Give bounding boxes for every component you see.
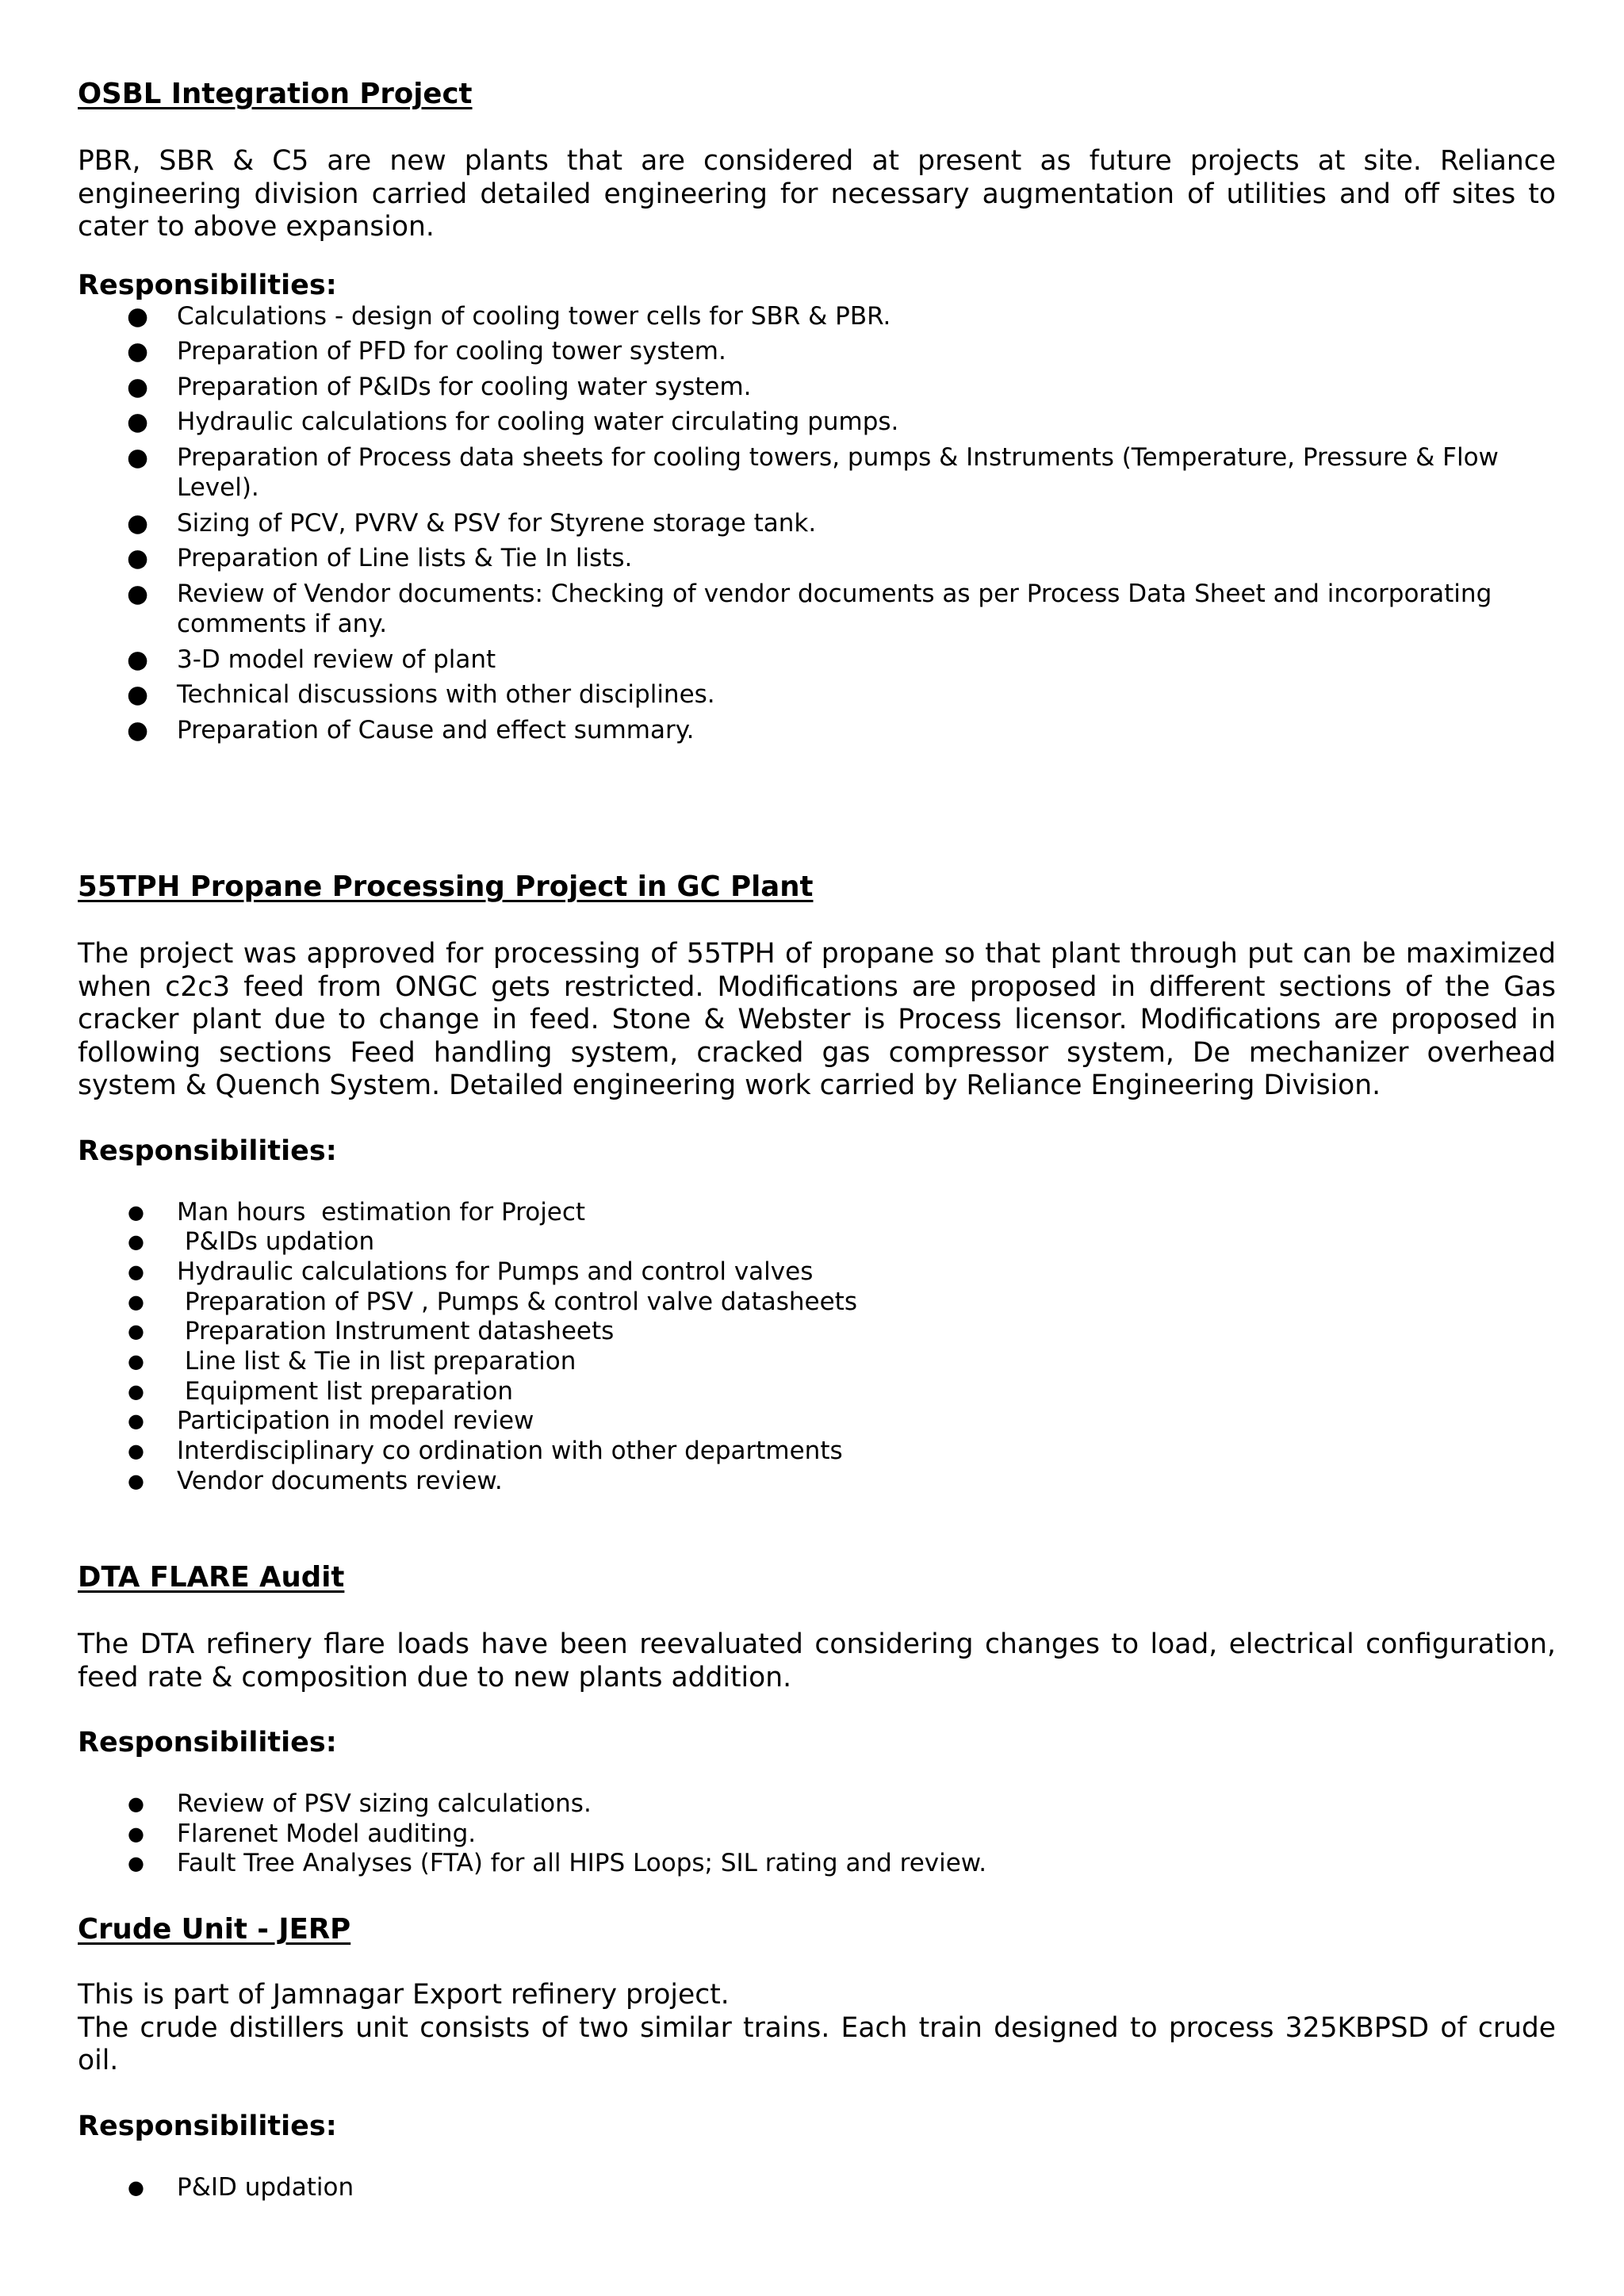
- section-title: OSBL Integration Project: [78, 78, 473, 110]
- list-item: ● Review of PSV sizing calculations.: [128, 1789, 592, 1818]
- section-osbl: [78, 77, 1556, 745]
- list-item: ● Preparation of P&IDs for cooling water system.: [127, 372, 752, 401]
- list-item: ● Vendor documents review.: [128, 1466, 503, 1495]
- bullet-icon: ●: [128, 1822, 144, 1845]
- bullet-icon: ●: [128, 2175, 144, 2198]
- list-item: ● P&IDs updation: [128, 1227, 375, 1257]
- bullet-icon: ●: [128, 1290, 144, 1313]
- section-dta-flare: [78, 1560, 1556, 1879]
- section-crude-unit: [78, 1912, 1556, 2202]
- bullet-icon: ●: [127, 372, 149, 401]
- section-title: Crude Unit - JERP: [78, 1913, 351, 1946]
- list-item: ● Preparation of Process data sheets for cooling towers, pumps & Instruments (Temperature, Pressure & Flow Level).: [127, 442, 1499, 502]
- list-item: ● Hydraulic calculations for Pumps and control valves: [128, 1257, 814, 1286]
- responsibilities-title: Responsibilities:: [78, 1727, 337, 1758]
- list-item: ● 3-D model review of plant: [127, 645, 496, 674]
- bullet-icon: ●: [128, 1440, 144, 1463]
- list-item: ● Technical discussions with other disciplines.: [127, 680, 715, 709]
- bullet-icon: ●: [127, 442, 149, 472]
- list-item: ● Review of Vendor documents: Checking of vendor documents as per Process Data Sheet and incorporating comments if any.: [127, 579, 1492, 638]
- bullet-icon: ●: [128, 1230, 144, 1253]
- responsibilities-list: [78, 1789, 1556, 1879]
- list-item: ● Sizing of PCV, PVRV & PSV for Styrene storage tank.: [127, 508, 817, 538]
- description-line: This is part of Jamnagar Export refinery project.: [78, 1979, 730, 2011]
- bullet-icon: ●: [128, 1380, 144, 1402]
- list-item: ● Preparation Instrument datasheets: [128, 1317, 615, 1346]
- list-item: ● Equipment list preparation: [128, 1376, 513, 1406]
- bullet-icon: ●: [128, 1350, 144, 1373]
- bullet-icon: ●: [127, 301, 149, 331]
- responsibilities-list: [78, 301, 1556, 746]
- bullet-icon: ●: [128, 1410, 144, 1433]
- list-item: ● Preparation of PSV , Pumps & control valve datasheets: [128, 1287, 857, 1316]
- bullet-icon: ●: [127, 680, 149, 709]
- bullet-icon: ●: [128, 1852, 144, 1875]
- section-title: 55TPH Propane Processing Project in GC Plant: [78, 871, 814, 903]
- responsibilities-title: Responsibilities:: [78, 1135, 337, 1167]
- list-item: ● Preparation of Cause and effect summary.: [127, 715, 695, 744]
- responsibilities-list: [78, 2173, 1556, 2203]
- list-item: ● P&ID updation: [128, 2172, 354, 2202]
- section-description: PBR, SBR & C5 are new plants that are considered at present as future projects at site. Reliance engineering division carried detailed engineering for necessary augmentation of utilities and off sites to cater to above expansion.: [78, 145, 1556, 243]
- list-item: ● Hydraulic calculations for cooling water circulating pumps.: [127, 408, 899, 436]
- section-description: [78, 1979, 1556, 2078]
- bullet-icon: ●: [128, 1260, 144, 1283]
- bullet-icon: ●: [128, 1793, 144, 1815]
- responsibilities-title: Responsibilities:: [78, 2110, 337, 2142]
- section-description: The DTA refinery flare loads have been reevaluated considering changes to load, electrical configuration, feed rate & composition due to new plants addition.: [78, 1628, 1556, 1693]
- list-item: ● Flarenet Model auditing.: [128, 1819, 477, 1848]
- list-item: ● Calculations - design of cooling tower cells for SBR & PBR.: [127, 301, 891, 331]
- list-item: ● Participation in model review: [128, 1406, 534, 1436]
- bullet-icon: ●: [127, 645, 149, 674]
- list-item: ● Fault Tree Analyses (FTA) for all HIPS Loops; SIL rating and review.: [128, 1849, 987, 1878]
- bullet-icon: ●: [127, 579, 149, 608]
- list-item: ● Preparation of Line lists & Tie In lists.: [127, 544, 633, 572]
- responsibilities-list: [78, 1198, 1556, 1497]
- section-propane: [78, 870, 1556, 1497]
- bullet-icon: ●: [128, 1320, 144, 1343]
- section-title: DTA FLARE Audit: [78, 1561, 345, 1594]
- list-item: ● Interdisciplinary co ordination with other departments: [128, 1437, 843, 1466]
- responsibilities-title: Responsibilities:: [78, 269, 337, 301]
- bullet-icon: ●: [127, 544, 149, 572]
- bullet-icon: ●: [127, 715, 149, 744]
- list-item: ● Man hours estimation for Project: [128, 1197, 586, 1226]
- bullet-icon: ●: [127, 508, 149, 538]
- list-item: ● Preparation of PFD for cooling tower system.: [127, 337, 726, 365]
- bullet-icon: ●: [128, 1200, 144, 1223]
- bullet-icon: ●: [127, 337, 149, 365]
- section-description: The project was approved for processing of 55TPH of propane so that plant through put can be maximized when c2c3 feed from ONGC gets restricted. Modifications are proposed in different sections of the Gas cracker plant due to change in feed. Stone & Webster is Process licensor. Modifications are proposed in following sections Feed handling system, cracked gas compressor system, De mechanizer overhead system & Quench System. Detailed engineering work carried by Reliance Engineering Division.: [78, 938, 1556, 1101]
- bullet-icon: ●: [127, 408, 149, 436]
- description-line: The crude distillers unit consists of two similar trains. Each train designed to process 325KBPSD of crude oil.: [78, 2011, 1556, 2076]
- list-item: ● Line list & Tie in list preparation: [128, 1347, 576, 1376]
- bullet-icon: ●: [128, 1469, 144, 1492]
